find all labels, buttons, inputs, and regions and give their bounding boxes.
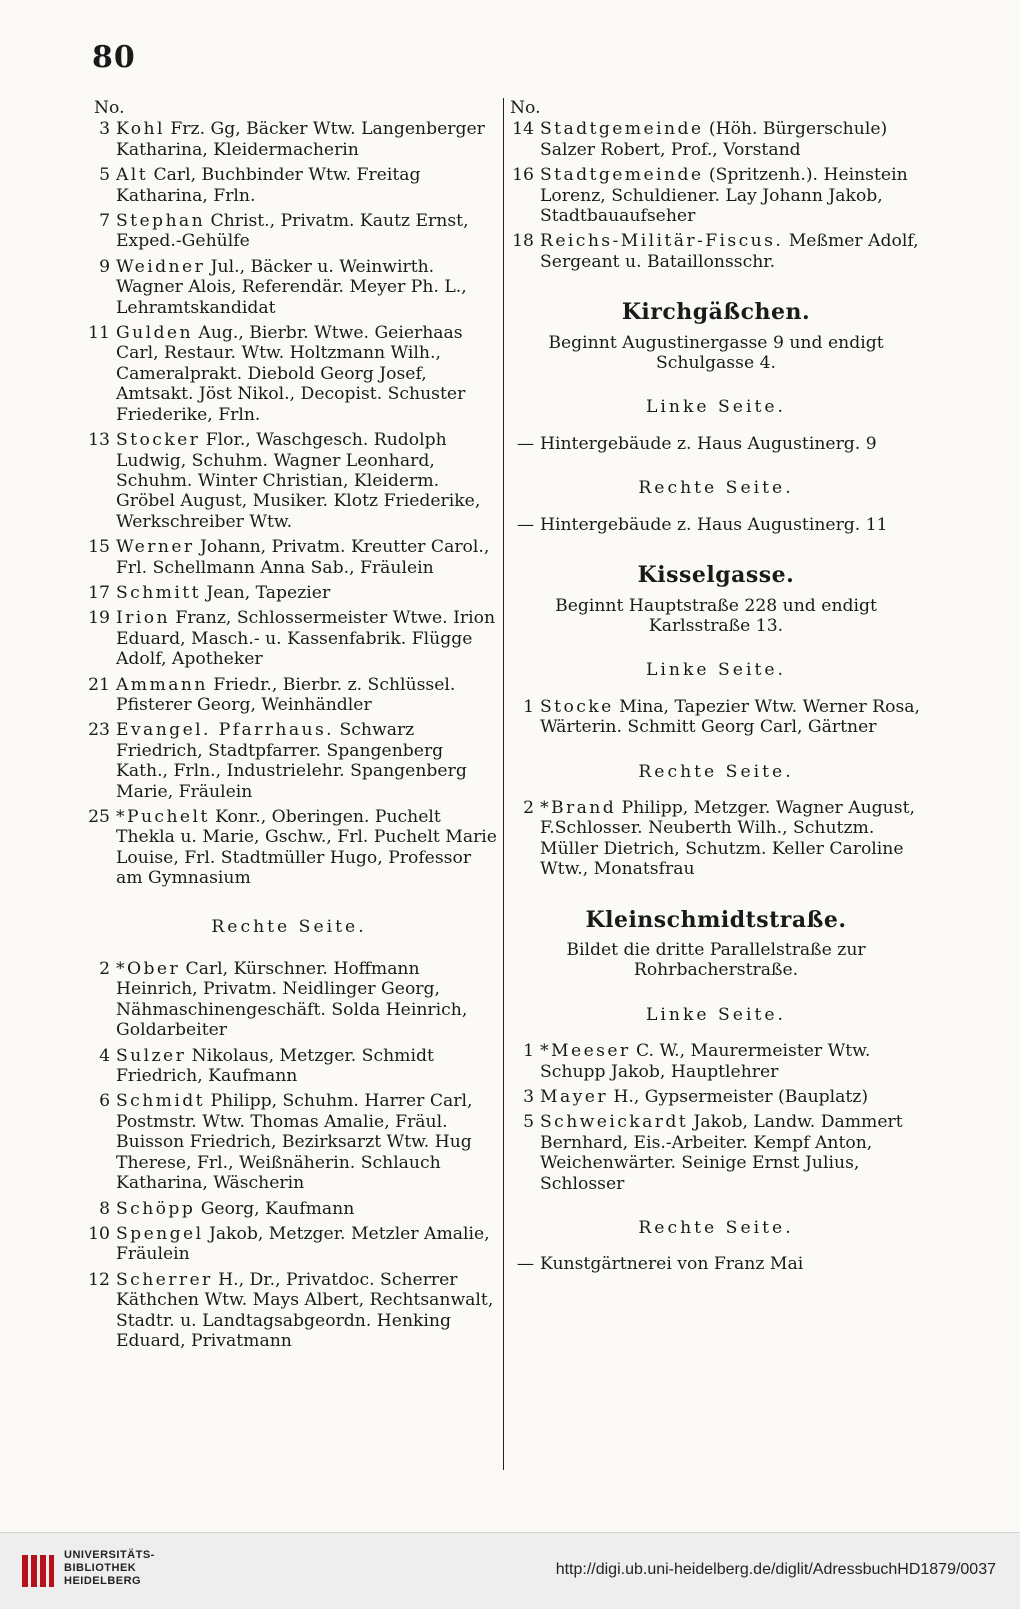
entry-text: (Spritzenh.). Heinstein Lorenz, Schuldiener. Lay Johann Jakob, Stadtbauaufseher [540,165,908,227]
directory-entry [80,119,498,160]
resident-name: Ammann [116,674,208,695]
resident-name: Kohl [116,119,165,140]
house-number: 6 [99,1091,110,1112]
directory-entry [80,1091,498,1193]
resident-name: Reichs-Militär-Fiscus. [540,231,784,252]
entry-text: Konr., Oberingen. Puchelt Thekla u. Marie, Gschw., Frl. Puchelt Marie Louise, Frl. Stadtmüller Hugo, Professor am Gymnasium [116,807,497,889]
entry-text: Aug., Bierbr. Wtwe. Geierhaas Carl, Restaur. Wtw. Holtzmann Wilh., Cameralprakt. Diebold Georg Josef, Amtsakt. Jöst Nikol., Decopist. Schuster Friederike, Frln. [116,323,466,425]
entry-text: Meßmer Adolf, Sergeant u. Bataillonsschr. [540,231,919,272]
entry-text: Flor., Waschgesch. Rudolph Ludwig, Schuhm. Wagner Leonhard, Schuhm. Winter Christian, Kleiderm. Gröbel August, Musiker. Klotz Friederike, Werkschreiber Wtw. [116,430,481,532]
resident-name: Irion [116,608,170,629]
resident-name: Stephan [116,211,206,232]
directory-entry [80,608,498,669]
resident-name: Stadtgemeinde [540,165,704,186]
directory-entry [80,1270,498,1352]
entry-text: Franz, Schlossermeister Wtwe. Irion Eduard, Masch.- u. Kassenfabrik. Flügge Adolf, Apotheker [116,608,496,670]
directory-entry [510,434,922,454]
resident-name: *Puchelt [116,807,210,827]
house-number: 18 [512,231,534,252]
directory-entry [80,807,498,889]
entry-text: Carl, Kürschner. Hoffmann Heinrich, Privatm. Neidlinger Georg, Nähmaschinengeschäft. Solda Heinrich, Goldarbeiter [116,959,468,1041]
house-number: 4 [99,1045,110,1066]
resident-name: Stocker [116,430,201,451]
entry-text: Nikolaus, Metzger. Schmidt Friedrich, Kaufmann [116,1045,434,1087]
no-label: No. [510,98,541,118]
left-entries [80,119,498,888]
street-description: Bildet die dritte Parallelstraße zur Rohrbacherstraße. [566,939,866,981]
directory-entry [80,537,498,578]
street-title: Kirchgäßchen. [621,299,811,326]
house-number: — [516,1254,534,1275]
directory-entry [510,515,922,535]
left-column [80,98,498,1356]
source-url[interactable]: http://digi.ub.uni-heidelberg.de/diglit/AdressbuchHD1879/0037 [555,1561,996,1578]
resident-name: Schöpp [116,1198,196,1219]
entry-text: Johann, Privatm. Kreutter Carol., Frl. Schellmann Anna Sab., Fräulein [116,537,490,578]
entry-text: Hintergebäude z. Haus Augustinerg. 9 [540,433,877,454]
house-number: 3 [523,1087,534,1107]
entry-text: Kunstgärtnerei von Franz Mai [540,1254,804,1275]
resident-name: Gulden [116,323,193,344]
directory-entry [510,1041,922,1082]
house-number: 19 [88,608,110,629]
directory-entry [510,1112,922,1194]
house-number: 15 [88,537,110,558]
street-title: Kleinschmidtstraße. [585,906,847,933]
house-number: 2 [523,797,534,818]
logo-line: UNIVERSITÄTS- [64,1549,155,1561]
library-logo-text [64,1549,155,1588]
house-number: 11 [88,323,110,344]
entry-text: Philipp, Schuhm. Harrer Carl, Postmstr. Wtw. Thomas Amalie, Fräul. Buisson Friedrich, Bezirksarzt Wtw. Hug Therese, Frl., Weißnäherin. Schlauch Katharina, Wäscherin [116,1091,473,1194]
house-number: 7 [99,211,110,232]
directory-entry [510,231,922,272]
house-number: 13 [88,430,110,451]
side-heading: Rechte Seite. [638,478,794,499]
resident-name: Scherrer [116,1269,213,1290]
left-rechte-entries [80,959,498,1351]
left-rechte-seite-heading: Rechte Seite. [211,916,367,937]
directory-entry [80,720,498,802]
resident-name: Evangel. Pfarrhaus. [116,720,335,741]
entry-text: H., Gypsermeister (Bauplatz) [613,1087,869,1107]
resident-name: Spengel [116,1223,204,1244]
resident-name: Sulzer [116,1045,187,1066]
resident-name: Werner [116,537,195,558]
side-heading: Linke Seite. [645,1004,786,1025]
resident-name: Schweickardt [540,1112,689,1133]
logo-line: BIBLIOTHEK [64,1562,137,1574]
entry-text: Hintergebäude z. Haus Augustinerg. 11 [540,514,888,535]
entry-text: (Höh. Bürgerschule) Salzer Robert, Prof., Vorstand [540,119,888,160]
entry-text: Jakob, Metzger. Metzler Amalie, Fräulein [116,1223,490,1265]
street-section [510,299,922,535]
house-number: — [516,514,534,535]
right-sections [510,299,922,1275]
side-heading: Linke Seite. [645,660,786,681]
entry-text: C. W., Maurermeister Wtw. Schupp Jakob, Hauptlehrer [540,1041,871,1082]
street-description: Beginnt Hauptstraße 228 und endigt Karlsstraße 13. [555,595,877,636]
entry-text: Friedr., Bierbr. z. Schlüssel. Pfisterer Georg, Weinhändler [116,674,456,715]
entry-text: Carl, Buchbinder Wtw. Freitag Katharina, Frln. [116,165,421,206]
directory-entry [80,430,498,532]
house-number: 25 [88,807,110,827]
directory-entry [80,323,498,425]
directory-entry [510,119,922,160]
directory-entry [80,583,498,603]
directory-entry [510,1087,922,1107]
directory-entry [510,165,922,226]
directory-entry [510,697,922,738]
entry-text: Frz. Gg, Bäcker Wtw. Langenberger Katharina, Kleidermacherin [116,119,485,160]
resident-name: Schmitt [116,582,201,603]
house-number: 16 [512,165,534,186]
street-description: Beginnt Augustinergasse 9 und endigt Schulgasse 4. [548,332,884,374]
right-column [510,98,922,1280]
house-number: 5 [99,165,110,186]
house-number: 14 [512,119,534,140]
house-number: 2 [99,959,110,980]
directory-entry [80,257,498,318]
page-number: 80 [92,40,136,75]
directory-entry [80,211,498,252]
footer-bar [0,1532,1020,1609]
entry-text: Jean, Tapezier [206,582,331,603]
directory-entry [80,959,498,1041]
house-number: 1 [523,1041,534,1062]
house-number: 1 [523,696,534,717]
house-number: 17 [88,582,110,603]
entry-text: Georg, Kaufmann [200,1198,355,1219]
resident-name: Stadtgemeinde [540,119,704,140]
resident-name: Alt [116,165,149,186]
directory-entry [510,798,922,880]
house-number: 12 [88,1269,110,1290]
resident-name: *Brand [540,797,617,818]
university-logo-icon [20,1551,56,1591]
column-divider [503,98,504,1470]
resident-name: Schmidt [116,1091,205,1112]
resident-name: Mayer [540,1087,608,1107]
street-section [510,562,922,880]
street-section [510,906,922,1275]
house-number: 21 [88,674,110,695]
entry-text: Jul., Bäcker u. Weinwirth. Wagner Alois, Referendär. Meyer Ph. L., Lehramtskandidat [116,256,467,318]
entry-text: Christ., Privatm. Kautz Ernst, Exped.-Gehülfe [116,211,469,252]
resident-name: Stocke [540,696,614,717]
resident-name: *Meeser [540,1041,631,1062]
entry-text: Schwarz Friedrich, Stadtpfarrer. Spangenberg Kath., Frln., Industrielehr. Spangenberg Marie, Fräulein [116,720,467,802]
logo-line: HEIDELBERG [64,1575,142,1587]
house-number: 5 [523,1112,534,1133]
side-heading: Rechte Seite. [638,761,794,782]
entry-text: Mina, Tapezier Wtw. Werner Rosa, Wärterin. Schmitt Georg Carl, Gärtner [540,696,920,738]
no-label: No. [94,98,125,118]
directory-entry [510,1254,922,1274]
directory-entry [80,165,498,206]
directory-entry [80,675,498,716]
directory-entry [80,1199,498,1219]
resident-name: *Ober [116,959,181,980]
resident-name: Weidner [116,256,206,277]
side-heading: Rechte Seite. [638,1218,794,1239]
house-number: 9 [99,256,110,277]
house-number: 8 [99,1198,110,1219]
right-entries [510,119,922,272]
entry-text: H., Dr., Privatdoc. Scherrer Käthchen Wtw. Mays Albert, Rechtsanwalt, Stadtr. u. Landtagsabgeordn. Henking Eduard, Privatmann [116,1269,494,1351]
street-title: Kisselgasse. [637,562,795,589]
house-number: — [516,433,534,454]
side-heading: Linke Seite. [645,397,786,418]
house-number: 23 [88,720,110,741]
directory-entry [80,1046,498,1087]
house-number: 3 [99,119,110,140]
house-number: 10 [88,1223,110,1244]
entry-text: Jakob, Landw. Dammert Bernhard, Eis.-Arbeiter. Kempf Anton, Weichenwärter. Seinige Ernst Julius, Schlosser [540,1112,903,1194]
entry-text: Philipp, Metzger. Wagner August, F.Schlosser. Neuberth Wilh., Schutzm. Müller Dietrich, Schutzm. Keller Caroline Wtw., Monatsfrau [540,797,915,880]
directory-entry [80,1224,498,1265]
